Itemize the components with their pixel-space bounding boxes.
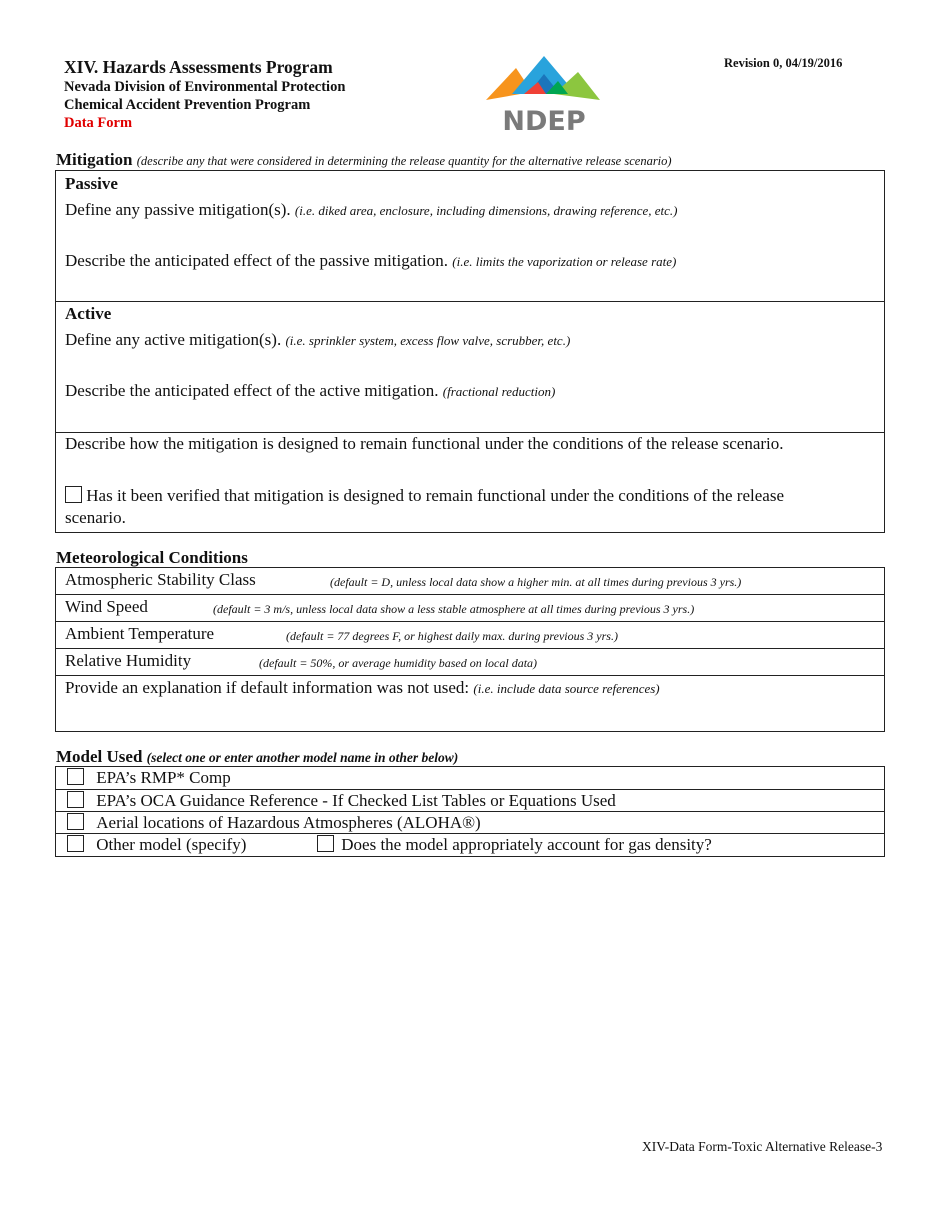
gas-density-checkbox[interactable] xyxy=(317,835,334,852)
mountains-icon xyxy=(484,54,604,134)
active-define-label: Define any active mitigation(s). xyxy=(65,330,282,349)
gas-density-label: Does the model appropriately account for gas density? xyxy=(341,835,712,854)
meteorological-title: Meteorological Conditions xyxy=(56,548,248,567)
met-row-wind-speed[interactable] xyxy=(56,595,884,622)
explanation-label: Provide an explanation if default information was not used: xyxy=(65,678,470,697)
active-effect-row[interactable] xyxy=(65,381,555,401)
model-option-label: Aerial locations of Hazardous Atmospheres (ALOHA®) xyxy=(96,813,481,832)
active-effect-label: Describe the anticipated effect of the active mitigation. xyxy=(65,381,439,400)
met-hint: (default = 50%, or average humidity based on local data) xyxy=(259,656,538,670)
met-hint: (default = 3 m/s, unless local data show a less stable atmosphere at all times during previous 3 yrs.) xyxy=(213,602,695,616)
mitigation-title: Mitigation xyxy=(56,150,133,169)
verified-checkbox[interactable] xyxy=(65,486,82,503)
model-option-oca-guidance xyxy=(56,790,884,812)
explanation-hint: (i.e. include data source references) xyxy=(473,681,660,696)
met-label: Ambient Temperature xyxy=(65,624,215,643)
verified-label-cont: scenario. xyxy=(65,508,126,527)
model-section-title xyxy=(56,747,458,767)
meteorological-table xyxy=(55,567,885,732)
model-checkbox[interactable] xyxy=(67,813,84,830)
model-checkbox[interactable] xyxy=(67,835,84,852)
passive-heading: Passive xyxy=(65,174,118,193)
ndep-logo xyxy=(484,54,604,134)
active-effect-hint: (fractional reduction) xyxy=(442,384,556,399)
verified-row xyxy=(65,486,784,506)
form-program-title: XIV. Hazards Assessments Program xyxy=(64,57,333,77)
active-define-hint: (i.e. sprinkler system, excess flow valve, scrubber, etc.) xyxy=(285,333,571,348)
model-option-label: EPA’s RMP* Comp xyxy=(96,768,231,787)
form-type-label: Data Form xyxy=(64,115,133,131)
passive-effect-hint: (i.e. limits the vaporization or release rate) xyxy=(452,254,677,269)
explanation-field xyxy=(65,678,660,698)
page-footer: XIV-Data Form-Toxic Alternative Release-3 xyxy=(642,1139,883,1154)
passive-effect-label: Describe the anticipated effect of the passive mitigation. xyxy=(65,251,448,270)
program-name: Chemical Accident Prevention Program xyxy=(64,97,311,113)
verified-label: Has it been verified that mitigation is designed to remain functional under the conditions of the release xyxy=(86,486,784,505)
active-heading: Active xyxy=(65,304,112,323)
model-note: (select one or enter another model name in other below) xyxy=(146,750,459,765)
model-option-aloha xyxy=(56,812,884,834)
met-label: Atmospheric Stability Class xyxy=(65,570,256,589)
mitigation-section-title xyxy=(56,150,672,170)
functional-block xyxy=(56,433,884,532)
met-row-temperature[interactable] xyxy=(56,622,884,649)
met-hint: (default = D, unless local data show a higher min. at all times during previous 3 yrs.) xyxy=(330,575,742,589)
model-table xyxy=(55,766,885,857)
passive-define-row[interactable] xyxy=(65,200,677,220)
met-label: Relative Humidity xyxy=(65,651,192,670)
functional-describe-label[interactable]: Describe how the mitigation is designed to remain functional under the conditions of the release scenario. xyxy=(65,434,784,453)
met-explanation-row[interactable] xyxy=(56,676,884,731)
met-row-stability[interactable] xyxy=(56,568,884,595)
model-option-label: EPA’s OCA Guidance Reference - If Checked List Tables or Equations Used xyxy=(96,791,616,810)
model-option-label[interactable]: Other model (specify) xyxy=(96,835,247,854)
revision-label: Revision 0, 04/19/2016 xyxy=(724,56,843,70)
model-option-rmp-comp xyxy=(56,767,884,790)
met-label: Wind Speed xyxy=(65,597,148,616)
passive-define-label: Define any passive mitigation(s). xyxy=(65,200,291,219)
passive-effect-row[interactable] xyxy=(65,251,676,271)
met-hint: (default = 77 degrees F, or highest daily max. during previous 3 yrs.) xyxy=(286,629,618,643)
passive-block xyxy=(56,171,884,302)
agency-name: Nevada Division of Environmental Protection xyxy=(64,79,346,95)
model-option-other xyxy=(56,834,884,856)
model-checkbox[interactable] xyxy=(67,791,84,808)
active-block xyxy=(56,302,884,433)
active-define-row[interactable] xyxy=(65,330,570,350)
passive-define-hint: (i.e. diked area, enclosure, including dimensions, drawing reference, etc.) xyxy=(294,203,678,218)
logo-text: NDEP xyxy=(502,106,586,134)
met-row-humidity[interactable] xyxy=(56,649,884,676)
model-checkbox[interactable] xyxy=(67,768,84,785)
mitigation-table xyxy=(55,170,885,533)
mitigation-note: (describe any that were considered in determining the release quantity for the alternative release scenario) xyxy=(136,154,672,168)
model-title: Model Used xyxy=(56,747,143,766)
